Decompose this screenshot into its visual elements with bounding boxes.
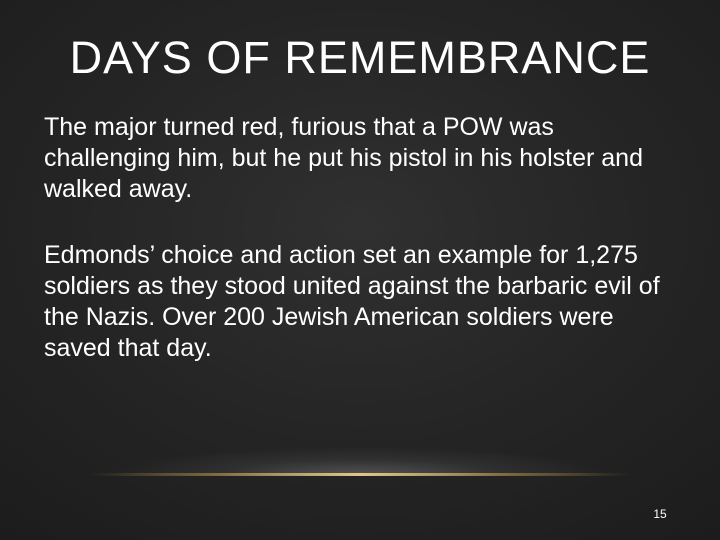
page-number: 15	[653, 507, 667, 521]
body-paragraph-1: The major turned red, furious that a POW was challenging him, but he put his pistol in his holster and walked away.	[44, 113, 643, 203]
slide-title: DAYS OF REMEMBRANCE	[69, 32, 651, 83]
body-paragraph-2: Edmonds’ choice and action set an example for 1,275 soldiers as they stood united against the barbaric evil of the Nazis. Over 200 Jewish American soldiers were saved that day.	[44, 241, 660, 362]
divider-line	[90, 473, 630, 476]
divider-glow	[110, 420, 610, 475]
slide-body	[44, 112, 684, 399]
